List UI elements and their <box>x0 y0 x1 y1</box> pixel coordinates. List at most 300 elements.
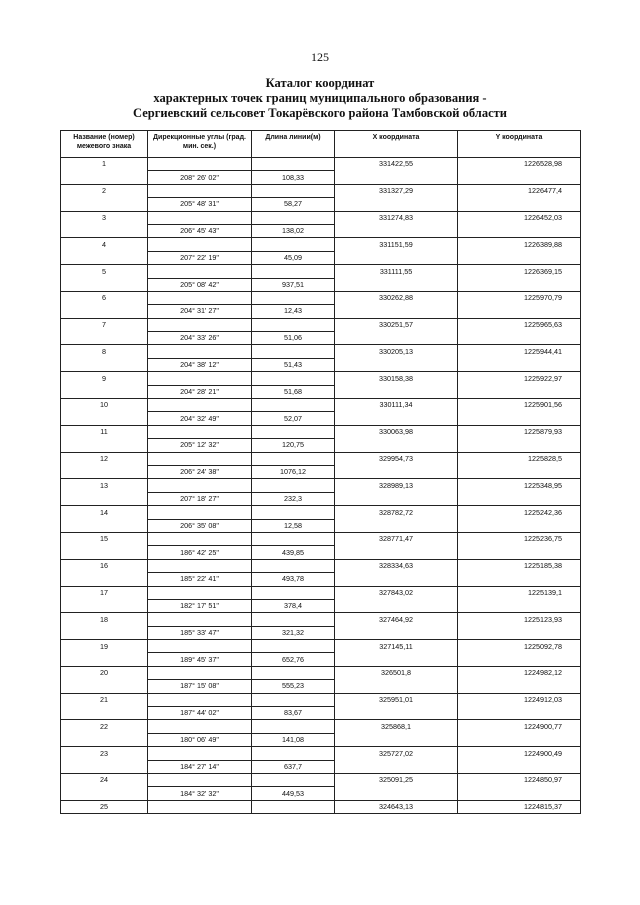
empty-cell <box>458 358 581 371</box>
x-coordinate: 331274,83 <box>335 211 458 224</box>
table-row <box>61 305 581 318</box>
empty-cell <box>252 586 335 599</box>
point-name: 9 <box>61 372 148 385</box>
y-coordinate: 1224815,37 <box>458 800 581 813</box>
point-name: 4 <box>61 238 148 251</box>
y-coordinate: 1225348,95 <box>458 479 581 492</box>
empty-cell <box>61 680 148 693</box>
table-row <box>61 358 581 371</box>
direction-angle: 204° 33' 26" <box>148 332 252 345</box>
table-row <box>61 546 581 559</box>
point-name: 1 <box>61 158 148 171</box>
empty-cell <box>335 573 458 586</box>
point-name: 6 <box>61 291 148 304</box>
empty-cell <box>458 385 581 398</box>
empty-cell <box>458 787 581 800</box>
empty-cell <box>252 318 335 331</box>
point-name: 15 <box>61 532 148 545</box>
empty-cell <box>148 720 252 733</box>
direction-angle: 205° 48' 31" <box>148 198 252 211</box>
direction-angle: 206° 35' 08" <box>148 519 252 532</box>
empty-cell <box>61 412 148 425</box>
empty-cell <box>335 787 458 800</box>
empty-cell <box>61 626 148 639</box>
y-coordinate: 1225123,93 <box>458 613 581 626</box>
empty-cell <box>61 707 148 720</box>
y-coordinate: 1225922,97 <box>458 372 581 385</box>
direction-angle: 187° 15' 08" <box>148 680 252 693</box>
empty-cell <box>458 412 581 425</box>
empty-cell <box>148 640 252 653</box>
table-row <box>61 532 581 545</box>
empty-cell <box>61 599 148 612</box>
line-length: 108,33 <box>252 171 335 184</box>
empty-cell <box>458 278 581 291</box>
y-coordinate: 1225236,75 <box>458 532 581 545</box>
empty-cell <box>148 211 252 224</box>
direction-angle: 187° 44' 02" <box>148 707 252 720</box>
empty-cell <box>148 613 252 626</box>
empty-cell <box>252 345 335 358</box>
point-name: 21 <box>61 693 148 706</box>
line-length: 83,67 <box>252 707 335 720</box>
x-coordinate: 331422,55 <box>335 158 458 171</box>
empty-cell <box>335 760 458 773</box>
y-coordinate: 1225965,63 <box>458 318 581 331</box>
empty-cell <box>252 372 335 385</box>
empty-cell <box>458 653 581 666</box>
title-line-3: Сергиевский сельсовет Токарёвского района Тамбовской области <box>133 106 507 120</box>
empty-cell <box>458 492 581 505</box>
empty-cell <box>61 519 148 532</box>
line-length: 141,08 <box>252 733 335 746</box>
line-length: 51,43 <box>252 358 335 371</box>
table-row <box>61 372 581 385</box>
point-name: 24 <box>61 773 148 786</box>
y-coordinate: 1225879,93 <box>458 425 581 438</box>
empty-cell <box>458 599 581 612</box>
point-name: 22 <box>61 720 148 733</box>
header-name: Название (номер) межевого знака <box>61 131 148 158</box>
empty-cell <box>148 773 252 786</box>
empty-cell <box>148 425 252 438</box>
table-row <box>61 399 581 412</box>
direction-angle: 180° 06' 49" <box>148 733 252 746</box>
empty-cell <box>335 599 458 612</box>
table-row <box>61 158 581 171</box>
x-coordinate: 330262,88 <box>335 291 458 304</box>
point-name: 11 <box>61 425 148 438</box>
empty-cell <box>61 278 148 291</box>
line-length: 232,3 <box>252 492 335 505</box>
empty-cell <box>252 640 335 653</box>
empty-cell <box>252 747 335 760</box>
empty-cell <box>458 573 581 586</box>
table-row <box>61 747 581 760</box>
empty-cell <box>335 465 458 478</box>
empty-cell <box>252 452 335 465</box>
empty-cell <box>61 546 148 559</box>
y-coordinate: 1225185,38 <box>458 559 581 572</box>
empty-cell <box>61 332 148 345</box>
direction-angle: 204° 38' 12" <box>148 358 252 371</box>
empty-cell <box>148 184 252 197</box>
point-name: 18 <box>61 613 148 626</box>
empty-cell <box>61 358 148 371</box>
table-row <box>61 211 581 224</box>
line-length: 12,58 <box>252 519 335 532</box>
table-row <box>61 318 581 331</box>
table-row <box>61 559 581 572</box>
table-row <box>61 238 581 251</box>
empty-cell <box>335 198 458 211</box>
empty-cell <box>335 358 458 371</box>
y-coordinate: 1225092,78 <box>458 640 581 653</box>
empty-cell <box>61 198 148 211</box>
empty-cell <box>148 238 252 251</box>
empty-cell <box>335 278 458 291</box>
direction-angle: 207° 22' 19" <box>148 251 252 264</box>
point-name: 13 <box>61 479 148 492</box>
y-coordinate: 1224912,03 <box>458 693 581 706</box>
y-coordinate: 1225901,56 <box>458 399 581 412</box>
empty-cell <box>61 733 148 746</box>
table-row <box>61 787 581 800</box>
empty-cell <box>252 291 335 304</box>
empty-cell <box>335 707 458 720</box>
empty-cell <box>148 559 252 572</box>
y-coordinate: 1224850,97 <box>458 773 581 786</box>
x-coordinate: 331327,29 <box>335 184 458 197</box>
table-row <box>61 265 581 278</box>
table-row <box>61 492 581 505</box>
direction-angle: 189° 45' 37" <box>148 653 252 666</box>
empty-cell <box>252 532 335 545</box>
table-row <box>61 425 581 438</box>
empty-cell <box>61 465 148 478</box>
empty-cell <box>61 385 148 398</box>
empty-cell <box>458 760 581 773</box>
y-coordinate: 1224900,77 <box>458 720 581 733</box>
empty-cell <box>148 506 252 519</box>
empty-cell <box>252 265 335 278</box>
point-name: 23 <box>61 747 148 760</box>
empty-cell <box>148 318 252 331</box>
point-name: 8 <box>61 345 148 358</box>
table-row <box>61 666 581 679</box>
table-row <box>61 773 581 786</box>
empty-cell <box>458 519 581 532</box>
empty-cell <box>252 720 335 733</box>
x-coordinate: 331111,55 <box>335 265 458 278</box>
empty-cell <box>148 452 252 465</box>
empty-cell <box>252 479 335 492</box>
y-coordinate: 1225970,79 <box>458 291 581 304</box>
empty-cell <box>252 238 335 251</box>
empty-cell <box>148 586 252 599</box>
table-row <box>61 720 581 733</box>
x-coordinate: 329954,73 <box>335 452 458 465</box>
direction-angle: 205° 08' 42" <box>148 278 252 291</box>
point-name: 2 <box>61 184 148 197</box>
x-coordinate: 330205,13 <box>335 345 458 358</box>
empty-cell <box>148 693 252 706</box>
direction-angle: 206° 24' 38" <box>148 465 252 478</box>
y-coordinate: 1226452,03 <box>458 211 581 224</box>
line-length: 138,02 <box>252 224 335 237</box>
line-length: 449,53 <box>252 787 335 800</box>
table-row <box>61 412 581 425</box>
line-length: 51,68 <box>252 385 335 398</box>
x-coordinate: 330251,57 <box>335 318 458 331</box>
header-y: Y координата <box>458 131 581 158</box>
table-row <box>61 184 581 197</box>
empty-cell <box>458 465 581 478</box>
empty-cell <box>335 546 458 559</box>
x-coordinate: 328782,72 <box>335 506 458 519</box>
empty-cell <box>458 546 581 559</box>
table-row <box>61 224 581 237</box>
empty-cell <box>61 171 148 184</box>
y-coordinate: 1225242,36 <box>458 506 581 519</box>
empty-cell <box>61 305 148 318</box>
empty-cell <box>252 158 335 171</box>
point-name: 14 <box>61 506 148 519</box>
table-row <box>61 171 581 184</box>
header-angle: Дирекционные углы (град. мин. сек.) <box>148 131 252 158</box>
point-name: 20 <box>61 666 148 679</box>
x-coordinate: 328771,47 <box>335 532 458 545</box>
line-length: 1076,12 <box>252 465 335 478</box>
x-coordinate: 325727,02 <box>335 747 458 760</box>
x-coordinate: 330063,98 <box>335 425 458 438</box>
point-name: 3 <box>61 211 148 224</box>
y-coordinate: 1225139,1 <box>458 586 581 599</box>
table-row <box>61 385 581 398</box>
table-row <box>61 479 581 492</box>
x-coordinate: 330158,38 <box>335 372 458 385</box>
empty-cell <box>335 733 458 746</box>
empty-cell <box>458 305 581 318</box>
x-coordinate: 328334,63 <box>335 559 458 572</box>
table-row <box>61 345 581 358</box>
title-line-2: характерных точек границ муниципального образования - <box>153 91 487 105</box>
empty-cell <box>458 680 581 693</box>
empty-cell <box>335 412 458 425</box>
point-name: 25 <box>61 800 148 813</box>
line-length: 637,7 <box>252 760 335 773</box>
table-body <box>61 158 581 814</box>
direction-angle: 185° 33' 47" <box>148 626 252 639</box>
header-x: X координата <box>335 131 458 158</box>
empty-cell <box>335 385 458 398</box>
point-name: 7 <box>61 318 148 331</box>
empty-cell <box>252 211 335 224</box>
table-row <box>61 613 581 626</box>
table-row <box>61 693 581 706</box>
table-row <box>61 800 581 813</box>
page-number: 125 <box>311 50 329 64</box>
point-name: 17 <box>61 586 148 599</box>
table-row <box>61 439 581 452</box>
empty-cell <box>335 653 458 666</box>
point-name: 10 <box>61 399 148 412</box>
x-coordinate: 325868,1 <box>335 720 458 733</box>
direction-angle: 205° 12' 32" <box>148 439 252 452</box>
point-name: 12 <box>61 452 148 465</box>
y-coordinate: 1226477,4 <box>458 184 581 197</box>
empty-cell <box>148 399 252 412</box>
line-length: 555,23 <box>252 680 335 693</box>
y-coordinate: 1225828,5 <box>458 452 581 465</box>
direction-angle: 204° 32' 49" <box>148 412 252 425</box>
empty-cell <box>61 224 148 237</box>
line-length: 45,09 <box>252 251 335 264</box>
empty-cell <box>61 251 148 264</box>
empty-cell <box>148 479 252 492</box>
empty-cell <box>61 439 148 452</box>
table-row <box>61 653 581 666</box>
table-row <box>61 760 581 773</box>
table-row <box>61 707 581 720</box>
empty-cell <box>458 224 581 237</box>
direction-angle: 208° 26' 02" <box>148 171 252 184</box>
table-row <box>61 452 581 465</box>
header-length: Длина линии(м) <box>252 131 335 158</box>
empty-cell <box>335 305 458 318</box>
table-row <box>61 251 581 264</box>
table-row <box>61 278 581 291</box>
title-line-1: Каталог координат <box>265 76 375 90</box>
empty-cell <box>458 707 581 720</box>
line-length: 439,85 <box>252 546 335 559</box>
empty-cell <box>61 492 148 505</box>
y-coordinate: 1226528,98 <box>458 158 581 171</box>
empty-cell <box>252 666 335 679</box>
empty-cell <box>61 653 148 666</box>
empty-cell <box>335 251 458 264</box>
x-coordinate: 330111,34 <box>335 399 458 412</box>
empty-cell <box>458 626 581 639</box>
y-coordinate: 1225944,41 <box>458 345 581 358</box>
empty-cell <box>458 251 581 264</box>
empty-cell <box>148 666 252 679</box>
x-coordinate: 328989,13 <box>335 479 458 492</box>
table-row <box>61 198 581 211</box>
coordinates-table <box>60 130 581 814</box>
empty-cell <box>252 506 335 519</box>
empty-cell <box>458 171 581 184</box>
table-row <box>61 519 581 532</box>
empty-cell <box>61 573 148 586</box>
table-row <box>61 573 581 586</box>
table-row <box>61 586 581 599</box>
empty-cell <box>458 332 581 345</box>
line-length: 493,78 <box>252 573 335 586</box>
empty-cell <box>148 800 252 813</box>
empty-cell <box>61 760 148 773</box>
line-length: 120,75 <box>252 439 335 452</box>
line-length: 12,43 <box>252 305 335 318</box>
empty-cell <box>458 198 581 211</box>
empty-cell <box>335 224 458 237</box>
table-row <box>61 332 581 345</box>
point-name: 19 <box>61 640 148 653</box>
x-coordinate: 326501,8 <box>335 666 458 679</box>
empty-cell <box>252 773 335 786</box>
empty-cell <box>148 532 252 545</box>
empty-cell <box>252 800 335 813</box>
line-length: 937,51 <box>252 278 335 291</box>
empty-cell <box>335 171 458 184</box>
direction-angle: 204° 28' 21" <box>148 385 252 398</box>
y-coordinate: 1224982,12 <box>458 666 581 679</box>
line-length: 51,06 <box>252 332 335 345</box>
x-coordinate: 327145,11 <box>335 640 458 653</box>
empty-cell <box>335 680 458 693</box>
point-name: 5 <box>61 265 148 278</box>
empty-cell <box>252 693 335 706</box>
empty-cell <box>148 291 252 304</box>
x-coordinate: 325951,01 <box>335 693 458 706</box>
x-coordinate: 325091,25 <box>335 773 458 786</box>
table-row <box>61 465 581 478</box>
y-coordinate: 1226389,88 <box>458 238 581 251</box>
direction-angle: 206° 45' 43" <box>148 224 252 237</box>
document-title <box>0 76 640 121</box>
table-row <box>61 680 581 693</box>
empty-cell <box>252 613 335 626</box>
empty-cell <box>61 787 148 800</box>
direction-angle: 204° 31' 27" <box>148 305 252 318</box>
table-row <box>61 291 581 304</box>
y-coordinate: 1226369,15 <box>458 265 581 278</box>
empty-cell <box>252 184 335 197</box>
direction-angle: 207° 18' 27" <box>148 492 252 505</box>
line-length: 58,27 <box>252 198 335 211</box>
empty-cell <box>335 492 458 505</box>
empty-cell <box>335 519 458 532</box>
direction-angle: 186° 42' 25" <box>148 546 252 559</box>
direction-angle: 185° 22' 41" <box>148 573 252 586</box>
x-coordinate: 331151,59 <box>335 238 458 251</box>
x-coordinate: 327843,02 <box>335 586 458 599</box>
line-length: 52,07 <box>252 412 335 425</box>
empty-cell <box>148 372 252 385</box>
empty-cell <box>148 158 252 171</box>
empty-cell <box>252 399 335 412</box>
table-row <box>61 599 581 612</box>
y-coordinate: 1224900,49 <box>458 747 581 760</box>
empty-cell <box>252 559 335 572</box>
empty-cell <box>252 425 335 438</box>
direction-angle: 182° 17' 51" <box>148 599 252 612</box>
line-length: 321,32 <box>252 626 335 639</box>
table-row <box>61 626 581 639</box>
point-name: 16 <box>61 559 148 572</box>
empty-cell <box>458 733 581 746</box>
empty-cell <box>335 332 458 345</box>
empty-cell <box>335 439 458 452</box>
table-row <box>61 733 581 746</box>
line-length: 378,4 <box>252 599 335 612</box>
x-coordinate: 324643,13 <box>335 800 458 813</box>
empty-cell <box>148 747 252 760</box>
empty-cell <box>458 439 581 452</box>
empty-cell <box>148 345 252 358</box>
empty-cell <box>148 265 252 278</box>
empty-cell <box>335 626 458 639</box>
